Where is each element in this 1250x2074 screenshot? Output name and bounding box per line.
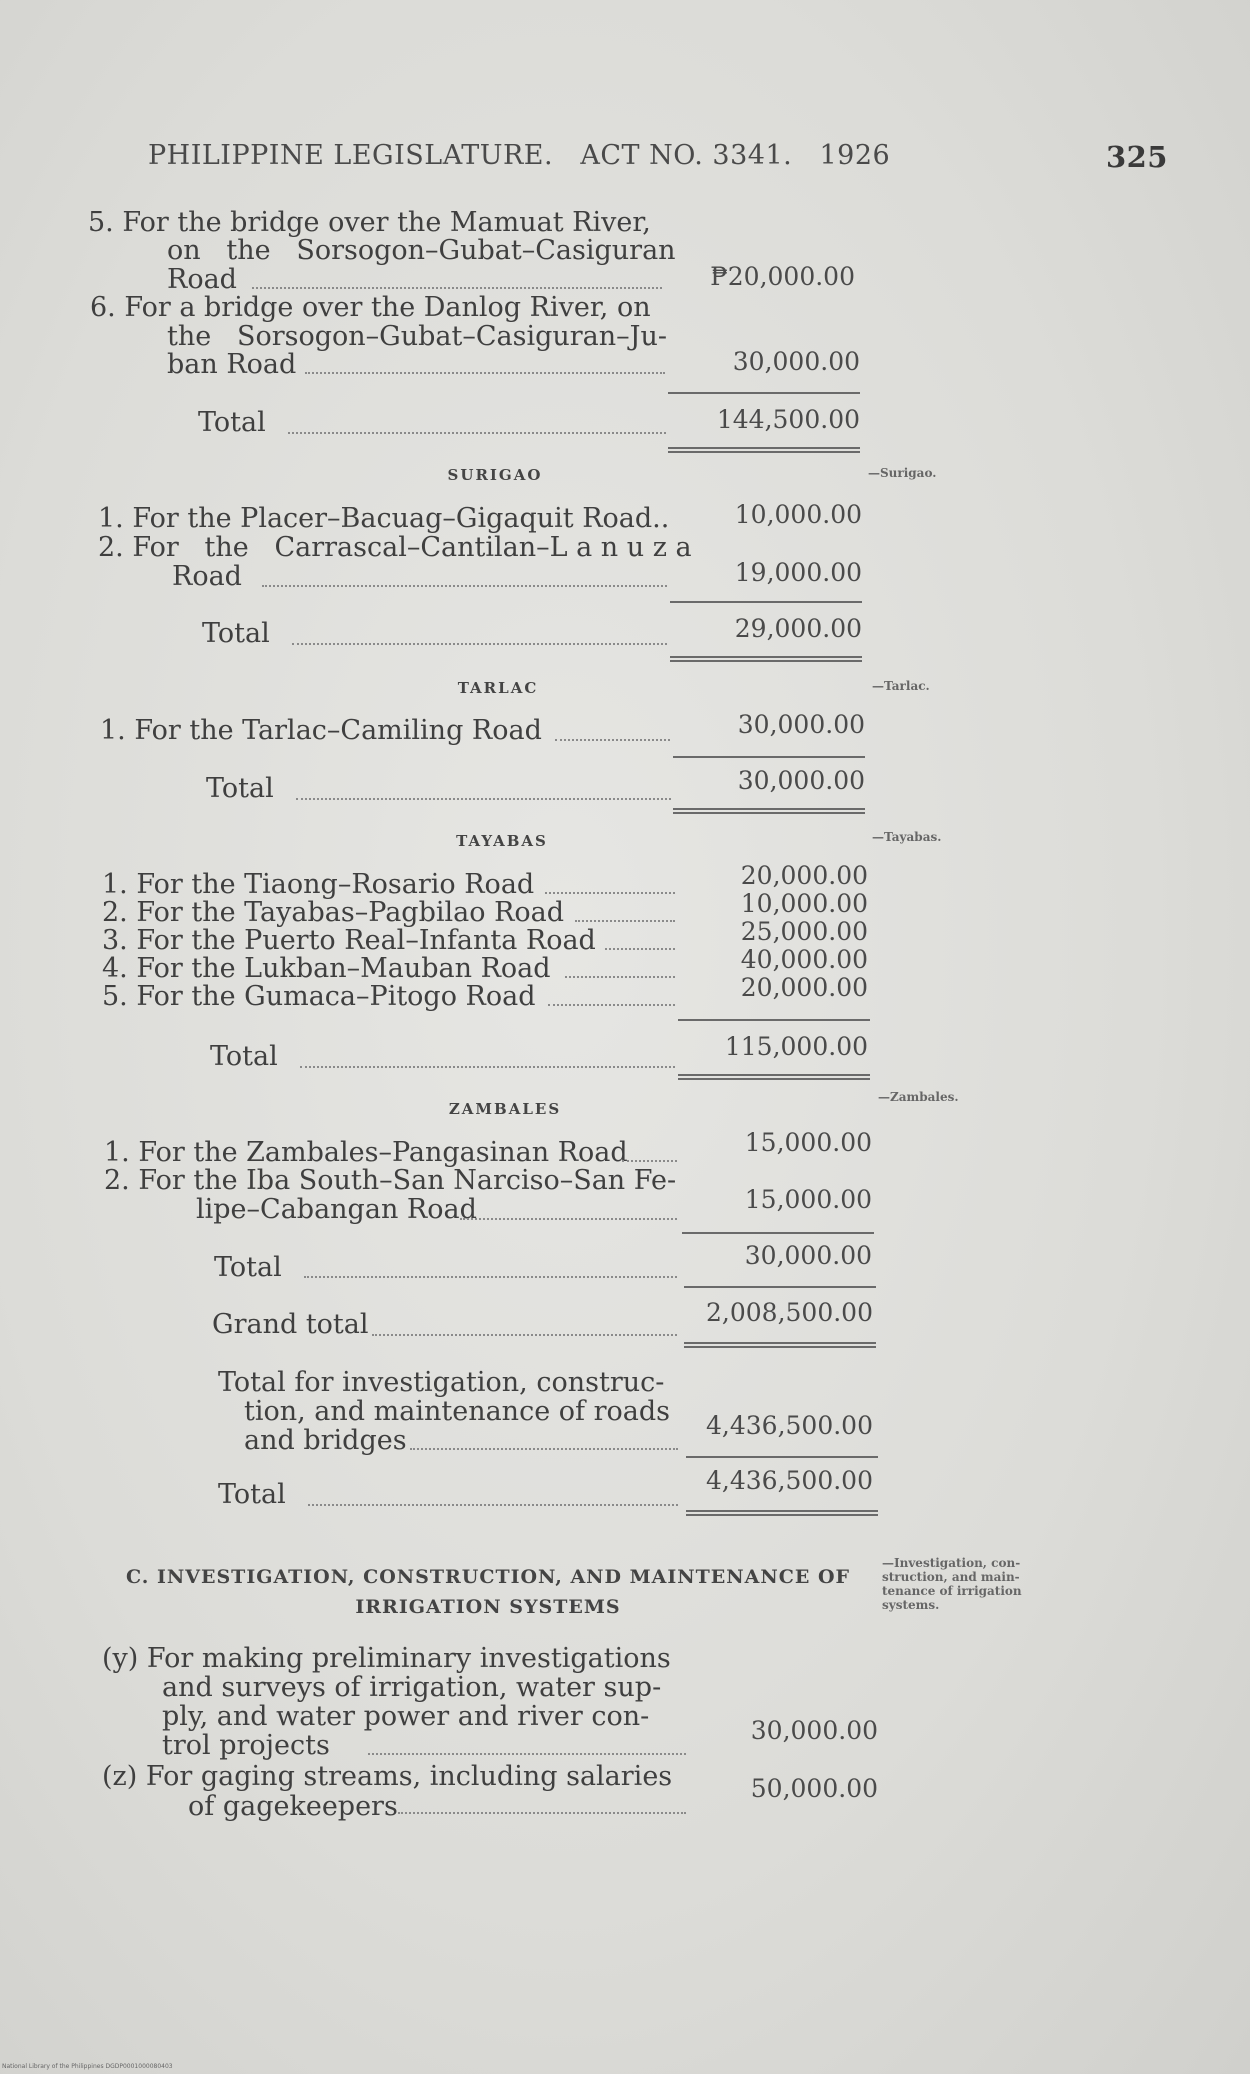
scan-footer: National Library of the Philippines DGDP0001000080403 xyxy=(2,2063,173,2070)
double-rule xyxy=(686,1510,878,1516)
double-rule xyxy=(673,808,865,814)
surigao-item-1: 1. For the Placer–Bacuag–Gigaquit Road.. xyxy=(98,503,670,534)
sum-rule xyxy=(673,756,865,758)
leader-dots xyxy=(300,1064,675,1068)
zambales-item-2-line-2: lipe–Cabangan Road xyxy=(196,1194,477,1225)
margin-note-tarlac: —Tarlac. xyxy=(872,679,930,693)
tarlac-total-amount: 30,000.00 xyxy=(737,766,865,795)
tarlac-item-1: 1. For the Tarlac–Camiling Road xyxy=(100,715,542,746)
item-6-line-2: the Sorsogon–Gubat–Casiguran–Ju- xyxy=(167,321,668,352)
sum-rule xyxy=(684,1286,876,1288)
heading-zambales: ZAMBALES xyxy=(448,1100,562,1118)
heading-tayabas: TAYABAS xyxy=(456,832,548,850)
sum-rule xyxy=(668,392,860,394)
tayabas-item-1-amount: 20,000.00 xyxy=(740,861,868,890)
tayabas-item-5-amount: 20,000.00 xyxy=(740,973,868,1002)
item-y-amount: 30,000.00 xyxy=(750,1716,878,1745)
leader-dots xyxy=(565,974,675,978)
final-total-label: Total xyxy=(218,1479,286,1510)
surigao-item-2-amount: 19,000.00 xyxy=(734,558,862,587)
zambales-total-amount: 30,000.00 xyxy=(744,1241,872,1270)
final-total-amount: 4,436,500.00 xyxy=(706,1466,873,1495)
surigao-item-2-line-1: 2. For the Carrascal–Cantilan–L a n u z a xyxy=(98,532,692,563)
tarlac-total-label: Total xyxy=(206,773,274,804)
leader-dots xyxy=(288,430,666,434)
margin-note-zambales: —Zambales. xyxy=(878,1090,959,1104)
item-z-line-1: (z) For gaging streams, including salaries xyxy=(102,1761,673,1792)
leader-dots xyxy=(262,583,667,587)
leader-dots xyxy=(545,890,675,894)
item-6-line-1: 6. For a bridge over the Danlog River, on xyxy=(90,292,651,323)
item-5-line-1: 5. For the bridge over the Mamuat River, xyxy=(88,207,651,238)
item-y-line-4: trol projects xyxy=(162,1730,330,1761)
leader-dots xyxy=(308,1502,678,1506)
leader-dots xyxy=(605,946,675,950)
margin-note-surigao: —Surigao. xyxy=(868,466,937,480)
total-amount: 144,500.00 xyxy=(716,405,860,434)
margin-note-line: struction, and main- xyxy=(882,1570,1020,1584)
heading-surigao: SURIGAO xyxy=(447,466,543,484)
leader-dots xyxy=(622,1158,677,1162)
tarlac-item-1-amount: 30,000.00 xyxy=(737,710,865,739)
investigation-total-line-1: Total for investigation, construc- xyxy=(218,1367,665,1398)
zambales-total-label: Total xyxy=(214,1252,282,1283)
item-z-amount: 50,000.00 xyxy=(750,1774,878,1803)
investigation-total-line-2: tion, and maintenance of roads xyxy=(244,1396,670,1427)
page-number: 325 xyxy=(1105,140,1168,174)
tayabas-item-1: 1. For the Tiaong–Rosario Road xyxy=(102,869,535,900)
leader-dots xyxy=(296,796,671,800)
tayabas-item-4: 4. For the Lukban–Mauban Road xyxy=(102,953,551,984)
item-y-line-2: and surveys of irrigation, water sup- xyxy=(162,1672,662,1703)
tayabas-item-3-amount: 25,000.00 xyxy=(740,917,868,946)
leader-dots xyxy=(368,1751,686,1755)
tayabas-total-amount: 115,000.00 xyxy=(724,1032,868,1061)
margin-note-line: systems. xyxy=(882,1598,940,1612)
running-title: PHILIPPINE LEGISLATURE. ACT NO. 3341. 1926 xyxy=(148,140,891,171)
item-5-line-2: on the Sorsogon–Gubat–Casiguran xyxy=(167,235,676,266)
margin-note-tayabas: —Tayabas. xyxy=(872,830,942,844)
investigation-total-line-3: and bridges xyxy=(244,1425,407,1456)
section-c-title-line-2: IRRIGATION SYSTEMS xyxy=(355,1596,621,1618)
surigao-total-label: Total xyxy=(202,618,270,649)
double-rule xyxy=(678,1074,870,1080)
grand-total-amount: 2,008,500.00 xyxy=(706,1298,873,1327)
leader-dots xyxy=(398,1810,686,1814)
leader-dots xyxy=(305,370,665,374)
double-rule xyxy=(684,1342,876,1348)
grand-total-label: Grand total xyxy=(212,1309,369,1340)
leader-dots xyxy=(252,285,662,289)
item-y-line-1: (y) For making preliminary investigations xyxy=(102,1643,671,1674)
double-rule xyxy=(668,447,860,453)
leader-dots xyxy=(575,918,675,922)
zambales-item-2-line-1: 2. For the Iba South–San Narciso–San Fe- xyxy=(104,1165,677,1196)
zambales-item-1-amount: 15,000.00 xyxy=(744,1128,872,1157)
section-c-title-line-1: C. INVESTIGATION, CONSTRUCTION, AND MAINTENANCE OF xyxy=(125,1566,851,1588)
surigao-item-1-amount: 10,000.00 xyxy=(734,500,862,529)
tayabas-item-2: 2. For the Tayabas–Pagbilao Road xyxy=(102,897,565,928)
leader-dots xyxy=(292,641,667,645)
sum-rule xyxy=(670,601,862,603)
investigation-total-amount: 4,436,500.00 xyxy=(706,1411,873,1440)
item-6-line-3: ban Road xyxy=(167,349,297,380)
page-header xyxy=(148,140,1168,174)
item-5-line-3: Road xyxy=(167,264,237,295)
tayabas-total-label: Total xyxy=(210,1041,278,1072)
leader-dots xyxy=(460,1216,677,1220)
zambales-item-2-amount: 15,000.00 xyxy=(744,1185,872,1214)
leader-dots xyxy=(372,1332,677,1336)
leader-dots xyxy=(410,1446,678,1450)
tayabas-item-5: 5. For the Gumaca–Pitogo Road xyxy=(102,981,536,1012)
sum-rule xyxy=(678,1019,870,1021)
item-z-line-2: of gagekeepers xyxy=(188,1791,398,1822)
margin-note-line: —Investigation, con- xyxy=(882,1556,1021,1570)
margin-note-irrigation xyxy=(882,1556,1022,1612)
total-label: Total xyxy=(198,407,266,438)
sum-rule xyxy=(686,1456,878,1458)
tayabas-item-2-amount: 10,000.00 xyxy=(740,889,868,918)
surigao-item-2-line-2: Road xyxy=(172,561,242,592)
item-6-amount: 30,000.00 xyxy=(732,347,860,376)
leader-dots xyxy=(555,737,670,741)
zambales-item-1: 1. For the Zambales–Pangasinan Road xyxy=(104,1137,628,1168)
leader-dots xyxy=(304,1274,677,1278)
tayabas-item-3: 3. For the Puerto Real–Infanta Road xyxy=(102,925,596,956)
item-5-amount: ₱20,000.00 xyxy=(710,262,855,291)
item-y-line-3: ply, and water power and river con- xyxy=(162,1701,650,1732)
heading-tarlac: TARLAC xyxy=(457,679,539,697)
surigao-total-amount: 29,000.00 xyxy=(734,614,862,643)
double-rule xyxy=(670,656,862,662)
leader-dots xyxy=(548,1002,675,1006)
margin-note-line: tenance of irrigation xyxy=(882,1584,1022,1598)
tayabas-item-4-amount: 40,000.00 xyxy=(740,945,868,974)
sum-rule xyxy=(682,1232,874,1234)
